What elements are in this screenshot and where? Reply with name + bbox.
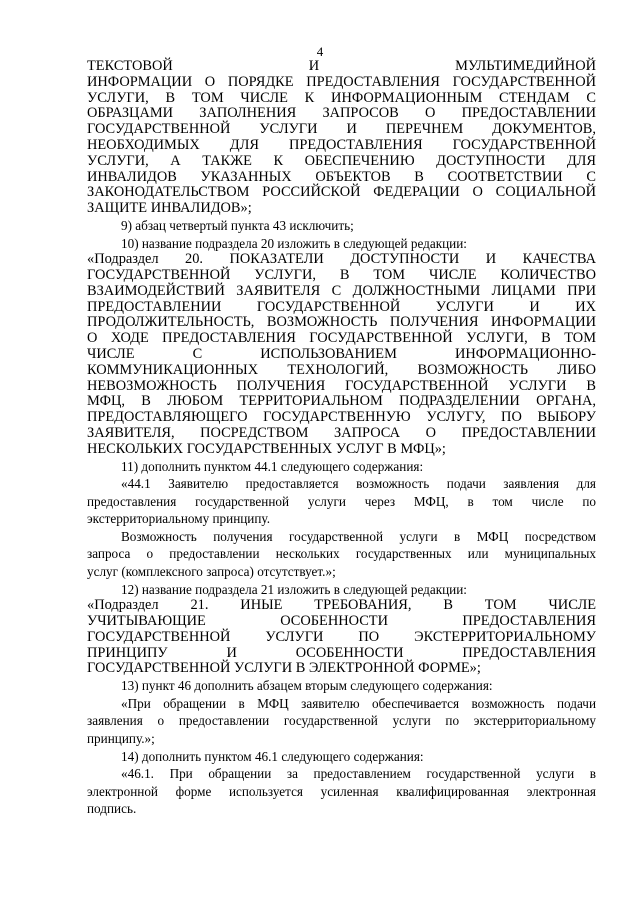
text-line: НЕВОЗМОЖНОСТЬ ПОЛУЧЕНИЯ ГОСУДАРСТВЕННОЙ УСЛУГИ В: [87, 377, 596, 394]
text-line: КОММУНИКАЦИОННЫХ ТЕХНОЛОГИЙ, ВОЗМОЖНОСТЬ ЛИБО: [87, 361, 596, 378]
text-line: подпись.: [87, 801, 137, 817]
text-line: «46.1. При обращении за предоставлением государственной услуги в: [121, 766, 596, 782]
text-line: НЕОБХОДИМЫХ ДЛЯ ПРЕДОСТАВЛЕНИЯ ГОСУДАРСТВЕННОЙ: [87, 136, 596, 153]
text-line: «Подраздел 21. ИНЫЕ ТРЕБОВАНИЯ, В ТОМ ЧИСЛЕ: [87, 597, 596, 614]
text-paragraph: [87, 458, 596, 476]
text-line: 10) название подраздела 20 изложить в следующей редакции:: [121, 235, 467, 251]
text-line: ГОСУДАРСТВЕННОЙ УСЛУГИ ПО ЭКСТЕРРИТОРИАЛЬНОМУ: [87, 628, 596, 645]
text-line: 11) дополнить пунктом 44.1 следующего содержания:: [121, 458, 424, 474]
text-line: 12) название подраздела 21 изложить в следующей редакции:: [121, 581, 467, 597]
text-line: «44.1 Заявителю предоставляется возможность подачи заявления для: [121, 476, 596, 492]
text-line: запроса о предоставлении нескольких государственных или муниципальных: [87, 546, 596, 562]
text-line: ПРИНЦИПУ И ОСОБЕННОСТИ ПРЕДОСТАВЛЕНИЯ: [87, 644, 596, 661]
heading-paragraph: [87, 252, 596, 457]
text-line: ПРЕДОСТАВЛЯЮЩЕГО ГОСУДАРСТВЕННУЮ УСЛУГУ, ПО ВЫБОРУ: [87, 409, 596, 426]
text-line: услуг (комплексного запроса) отсутствует.»;: [87, 564, 336, 580]
text-line: ЧИСЛЕ С ИСПОЛЬЗОВАНИЕМ ИНФОРМАЦИОННО-: [87, 345, 596, 362]
text-line: Возможность получения государственной услуги в МФЦ посредством: [121, 528, 596, 544]
text-paragraph: [87, 581, 596, 599]
text-line: ИНФОРМАЦИИ О ПОРЯДКЕ ПРЕДОСТАВЛЕНИЯ ГОСУДАРСТВЕННОЙ: [87, 73, 596, 90]
text-paragraph: [87, 748, 596, 766]
text-paragraph: [87, 235, 596, 253]
heading-paragraph: [87, 598, 596, 677]
text-line: УСЛУГИ, А ТАКЖЕ К ОБЕСПЕЧЕНИЮ ДОСТУПНОСТИ ДЛЯ: [87, 152, 596, 169]
text-line: ГОСУДАРСТВЕННОЙ УСЛУГИ, В ТОМ ЧИСЛЕ КОЛИЧЕСТВО: [87, 266, 596, 283]
text-line: ВЗАИМОДЕЙСТВИЙ ЗАЯВИТЕЛЯ С ДОЛЖНОСТНЫМИ ЛИЦАМИ ПРИ: [87, 282, 596, 299]
text-line: ТЕКСТОВОЙ И МУЛЬТИМЕДИЙНОЙ: [87, 58, 596, 74]
text-line: ПРОДОЛЖИТЕЛЬНОСТЬ, ВОЗМОЖНОСТЬ ПОЛУЧЕНИЯ ИНФОРМАЦИИ: [87, 314, 596, 331]
text-line: заявления о предоставлении государственной услуги по экстерриториальному: [87, 713, 596, 729]
text-line: ЗАКОНОДАТЕЛЬСТВОМ РОССИЙСКОЙ ФЕДЕРАЦИИ О СОЦИАЛЬНОЙ: [87, 184, 596, 201]
text-line: О ХОДЕ ПРЕДОСТАВЛЕНИЯ ГОСУДАРСТВЕННОЙ УСЛУГИ, В ТОМ: [87, 330, 596, 347]
text-line: «Подраздел 20. ПОКАЗАТЕЛИ ДОСТУПНОСТИ И КАЧЕСТВА: [87, 251, 596, 268]
text-line: предоставления государственной услуги через МФЦ, в том числе по: [87, 493, 596, 509]
text-line: ГОСУДАРСТВЕННОЙ УСЛУГИ В ЭЛЕКТРОННОЙ ФОРМЕ»;: [87, 660, 481, 677]
text-line: «При обращении в МФЦ заявителю обеспечивается возможность подачи: [121, 695, 596, 711]
text-line: экстерриториальному принципу.: [87, 511, 270, 527]
heading-paragraph: [87, 59, 596, 217]
text-line: ПРЕДОСТАВЛЕНИИ ГОСУДАРСТВЕННОЙ УСЛУГИ И ИХ: [87, 298, 596, 315]
text-line: ОБРАЗЦАМИ ЗАПОЛНЕНИЯ ЗАПРОСОВ О ПРЕДОСТАВЛЕНИИ: [87, 105, 596, 122]
text-line: УСЛУГИ, В ТОМ ЧИСЛЕ К ИНФОРМАЦИОННЫМ СТЕНДАМ С: [87, 89, 596, 106]
text-line: 9) абзац четвертый пункта 43 исключить;: [121, 217, 354, 233]
text-paragraph: [87, 475, 596, 528]
text-line: 14) дополнить пунктом 46.1 следующего содержания:: [121, 748, 424, 764]
text-line: электронной форме используется усиленная квалифицированная электронная: [87, 783, 596, 799]
text-line: ИНВАЛИДОВ УКАЗАННЫХ ОБЪЕКТОВ В СООТВЕТСТВИИ С: [87, 168, 596, 185]
text-paragraph: [87, 677, 596, 695]
document-body: [87, 59, 596, 818]
text-paragraph: [87, 765, 596, 818]
text-line: МФЦ, В ЛЮБОМ ТЕРРИТОРИАЛЬНОМ ПОДРАЗДЕЛЕНИИ ОРГАНА,: [87, 393, 596, 410]
text-line: ЗАЩИТЕ ИНВАЛИДОВ»;: [87, 200, 252, 217]
text-paragraph: [87, 695, 596, 748]
text-paragraph: [87, 217, 596, 235]
text-line: ЗАЯВИТЕЛЯ, ПОСРЕДСТВОМ ЗАПРОСА О ПРЕДОСТАВЛЕНИИ: [87, 424, 596, 441]
text-line: ГОСУДАРСТВЕННОЙ УСЛУГИ И ПЕРЕЧНЕМ ДОКУМЕНТОВ,: [87, 121, 596, 138]
text-line: УЧИТЫВАЮЩИЕ ОСОБЕННОСТИ ПРЕДОСТАВЛЕНИЯ: [87, 613, 596, 630]
text-line: принципу.»;: [87, 731, 155, 747]
text-line: НЕСКОЛЬКИХ ГОСУДАРСТВЕННЫХ УСЛУГ В МФЦ»;: [87, 440, 446, 457]
text-paragraph: [87, 528, 596, 581]
page-number: 4: [316, 44, 324, 59]
text-line: 13) пункт 46 дополнить абзацем вторым следующего содержания:: [121, 678, 493, 694]
